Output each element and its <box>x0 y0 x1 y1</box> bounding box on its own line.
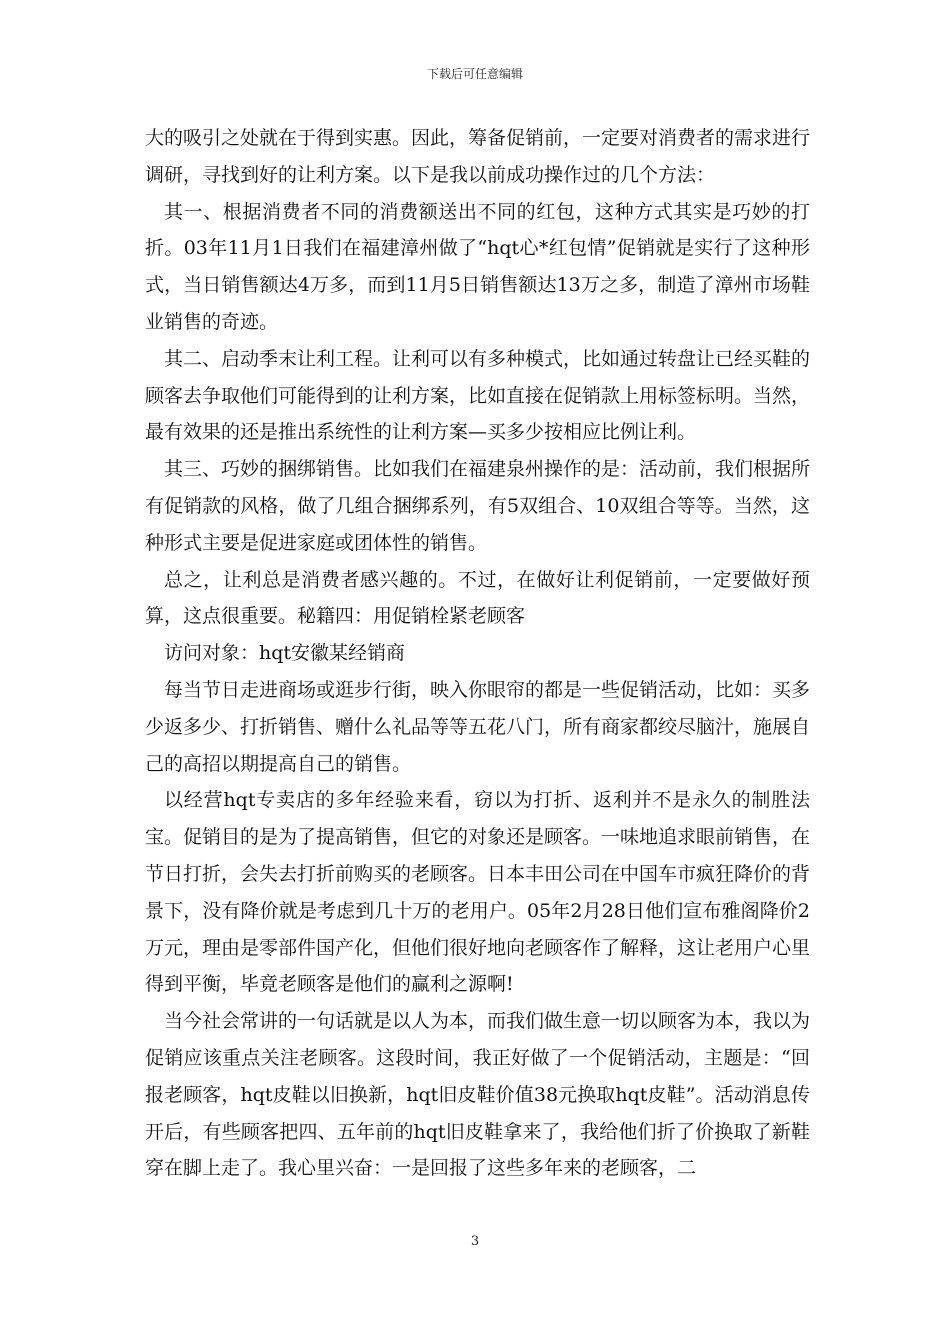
paragraph-summary: 总之，让利总是消费者感兴趣的。不过，在做好让利促销前，一定要做好预算，这点很重要。秘籍四：用促销栓紧老顾客 <box>145 568 810 628</box>
paragraph-interviewee: 访问对象：hqt安徽某经销商 <box>164 642 406 665</box>
paragraph-method-one: 其一、根据消费者不同的消费额送出不同的红包，这种方式其实是巧妙的打折。03年11月1日我们在福建漳州做了“hqt心*红包情”促销就是实行了这种形式，当日销售额达4万多，而到11月5日销售额达13万之多，制造了漳州市场鞋业销售的奇迹。 <box>145 200 810 333</box>
page-header: 下载后可任意编辑 <box>426 67 523 81</box>
paragraph-festival-promotions: 每当节日走进商场或逛步行街，映入你眼帘的都是一些促销活动，比如：买多少返多少、打折销售、赠什么礼品等等五花八门，所有商家都绞尽脑汁，施展自己的高招以期提高自己的销售。 <box>145 678 811 775</box>
paragraph-method-two: 其二、启动季末让利工程。让利可以有多种模式，比如通过转盘让已经买鞋的顾客去争取他们可能得到的让利方案，比如直接在促销款上用标签标明。当然，最有效果的还是推出系统性的让利方案—买多少按相应比例让利。 <box>145 347 811 444</box>
document-body <box>145 120 810 1187</box>
paragraph-method-three: 其三、巧妙的捆绑销售。比如我们在福建泉州操作的是：活动前，我们根据所有促销款的风格，做了几组合捆绑系列，有5双组合、10双组合等等。当然，这种形式主要是促进家庭或团体性的销售。 <box>145 458 811 554</box>
paragraph-experience: 以经营hqt专卖店的多年经验来看，窃以为打折、返利并不是永久的制胜法宝。促销目的是为了提高销售，但它的对象还是顾客。一味地追求眼前销售，在节日打折，会失去打折前购买的老顾客。日本丰田公司在中国车市疯狂降价的背景下，没有降价就是考虑到几十万的老用户。05年2月28日他们宣布雅阁降价2万元，理由是零部件国产化，但他们很好地向老顾客作了解释，这让老用户心里得到平衡，毕竟老顾客是他们的赢利之源啊! <box>145 789 811 996</box>
paragraph-customer-focus: 当今社会常讲的一句话就是以人为本，而我们做生意一切以顾客为本，我以为促销应该重点关注老顾客。这段时间，我正好做了一个促销活动，主题是：“回报老顾客，hqt皮鞋以旧换新，hqt旧皮鞋价值38元换取hqt皮鞋”。活动消息传开后，有些顾客把四、五年前的hqt旧皮鞋拿来了，我给他们折了价换取了新鞋穿在脚上走了。我心里兴奋：一是回报了这些多年来的老顾客，二 <box>145 1010 811 1180</box>
page-number: 3 <box>470 1234 480 1249</box>
paragraph-continuation: 大的吸引之处就在于得到实惠。因此，筹备促销前，一定要对消费者的需求进行调研，寻找到好的让利方案。以下是我以前成功操作过的几个方法： <box>145 127 811 186</box>
